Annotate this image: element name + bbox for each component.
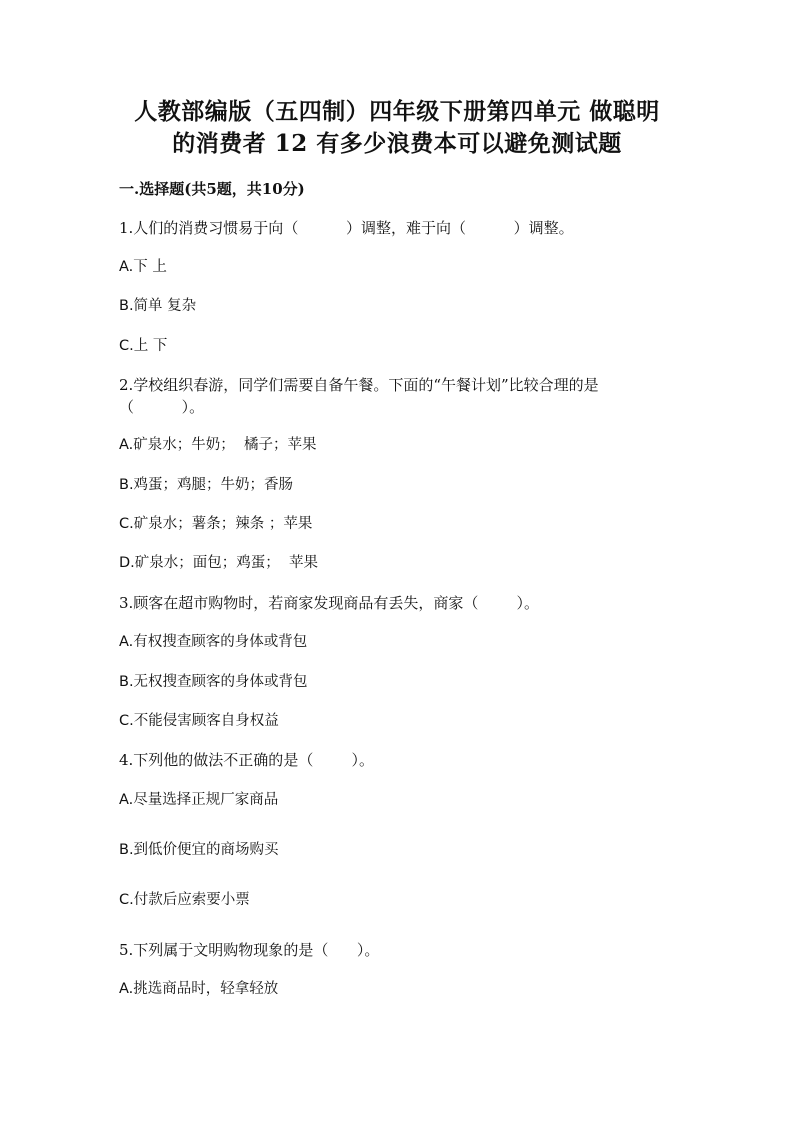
question-2-stem-continued: （ ）。 xyxy=(119,398,205,416)
question-1-option-b: B.简单 复杂 xyxy=(119,298,197,314)
section-heading: 一.选择题(共5题，共10分) xyxy=(119,180,305,198)
question-5-stem: 5.下列属于文明购物现象的是（ ）。 xyxy=(119,941,380,959)
question-2-option-c: C.矿泉水；薯条；辣条 ；苹果 xyxy=(119,516,313,532)
question-4-option-c: C.付款后应索要小票 xyxy=(119,892,250,908)
question-3-option-a: A.有权搜查顾客的身体或背包 xyxy=(119,634,308,650)
document-title-line-2: 的消费者 12 有多少浪费本可以避免测试题 xyxy=(172,130,622,157)
question-2-option-d: D.矿泉水；面包；鸡蛋； 苹果 xyxy=(119,555,318,571)
question-4-stem: 4.下列他的做法不正确的是（ ）。 xyxy=(119,751,374,769)
question-1-stem: 1.人们的消费习惯易于向（ ）调整，难于向（ ）调整。 xyxy=(119,219,574,237)
question-4-option-a: A.尽量选择正规厂家商品 xyxy=(119,792,279,808)
question-3-option-c: C.不能侵害顾客自身权益 xyxy=(119,713,279,729)
question-3-stem: 3.顾客在超市购物时，若商家发现商品有丢失，商家（ ）。 xyxy=(119,594,539,612)
question-3-option-b: B.无权搜查顾客的身体或背包 xyxy=(119,674,308,690)
question-5-option-a: A.挑选商品时，轻拿轻放 xyxy=(119,981,279,997)
question-1-option-c: C.上 下 xyxy=(119,338,168,354)
question-4-option-b: B.到低价便宜的商场购买 xyxy=(119,842,279,858)
question-1-option-a: A.下 上 xyxy=(119,259,167,275)
question-2-option-b: B.鸡蛋；鸡腿；牛奶；香肠 xyxy=(119,477,294,493)
document-title-line-1: 人教部编版（五四制）四年级下册第四单元 做聪明 xyxy=(134,98,660,125)
question-2-option-a: A.矿泉水；牛奶； 橘子；苹果 xyxy=(119,437,317,453)
question-2-stem: 2.学校组织春游，同学们需要自备午餐。下面的“午餐计划”比较合理的是 xyxy=(119,376,599,394)
